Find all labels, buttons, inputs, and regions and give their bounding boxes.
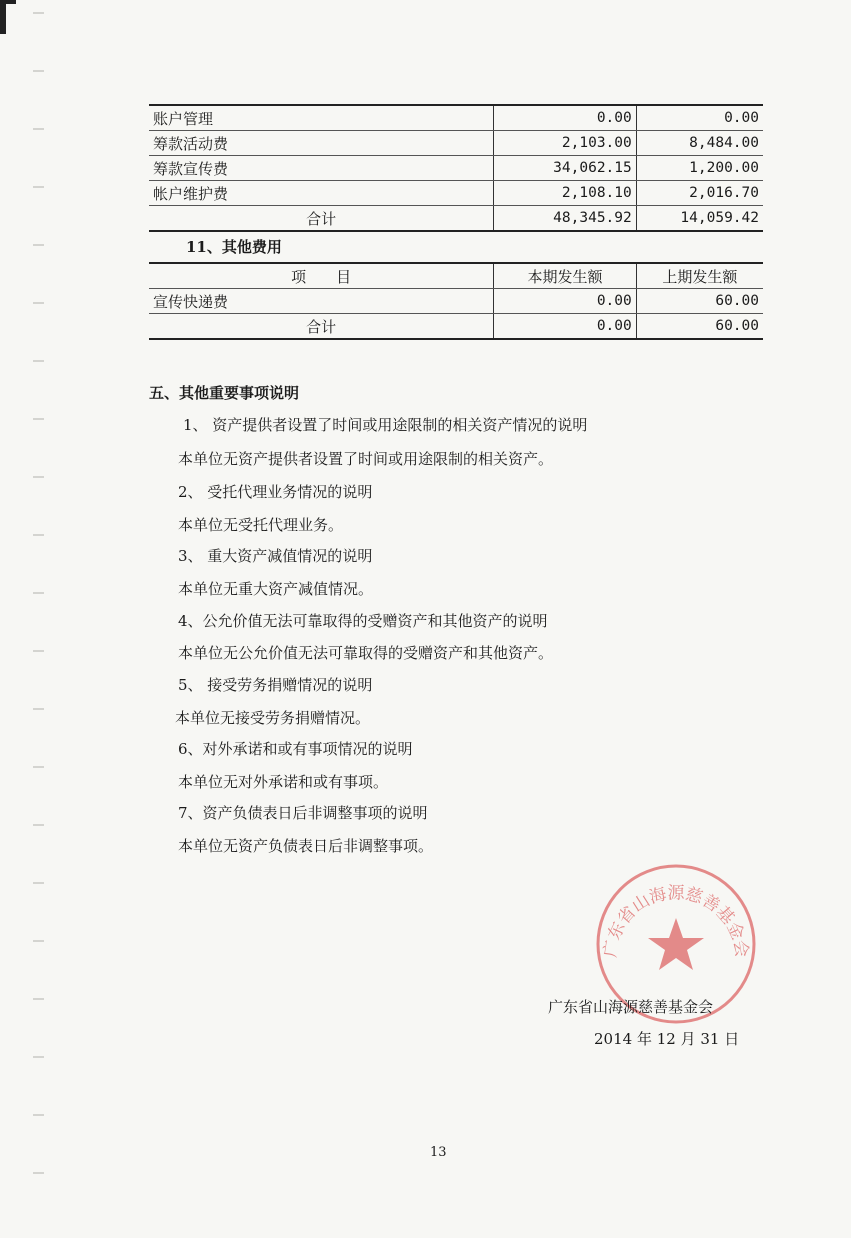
- binding-margin: [0, 0, 46, 1238]
- scan-corner-mark: [0, 0, 6, 34]
- row-previous: 1,200.00: [636, 156, 763, 181]
- table-total-row: [149, 206, 763, 232]
- binding-tick: [33, 302, 44, 304]
- row-current: 0.00: [494, 105, 636, 131]
- row-previous: 8,484.00: [636, 131, 763, 156]
- header-previous: 上期发生额: [636, 263, 763, 289]
- item-heading: 7、资产负债表日后非调整事项的说明: [178, 804, 428, 822]
- binding-tick: [33, 186, 44, 188]
- item-text: 本单位无对外承诺和或有事项。: [178, 773, 389, 791]
- other-expense-table: [149, 262, 763, 340]
- seal-star: [648, 918, 704, 970]
- binding-tick: [33, 1114, 44, 1116]
- row-item: 筹款活动费: [149, 131, 494, 156]
- row-current: 34,062.15: [494, 156, 636, 181]
- binding-tick: [33, 244, 44, 246]
- binding-tick: [33, 592, 44, 594]
- seal-text: 广东省山海源慈善基金会: [600, 883, 752, 959]
- row-item: 账户管理: [149, 105, 494, 131]
- section-11-title: 11、其他费用: [186, 238, 282, 256]
- binding-tick: [33, 940, 44, 942]
- table-row: [149, 105, 763, 131]
- row-item: 宣传快递费: [149, 289, 494, 314]
- binding-tick: [33, 824, 44, 826]
- item-text: 本单位无接受劳务捐赠情况。: [175, 709, 371, 727]
- total-label: 合计: [149, 314, 494, 340]
- item-text: 本单位无重大资产减值情况。: [178, 580, 374, 598]
- scan-corner-mark-top: [0, 0, 16, 4]
- binding-tick: [33, 360, 44, 362]
- binding-tick: [33, 1172, 44, 1174]
- table-total-row: [149, 314, 763, 340]
- table-row: [149, 289, 763, 314]
- item-text: 本单位无资产负债表日后非调整事项。: [178, 837, 434, 855]
- binding-tick: [33, 12, 44, 14]
- total-current: 48,345.92: [494, 206, 636, 232]
- row-previous: 2,016.70: [636, 181, 763, 206]
- row-previous: 0.00: [636, 105, 763, 131]
- item-text: 本单位无受托代理业务。: [178, 516, 344, 534]
- signature-date: 2014 年 12 月 31 日: [594, 1030, 740, 1048]
- binding-tick: [33, 998, 44, 1000]
- row-current: 0.00: [494, 289, 636, 314]
- row-previous: 60.00: [636, 289, 763, 314]
- expense-table-continued: [149, 104, 763, 232]
- section-5-title: 五、其他重要事项说明: [149, 384, 300, 402]
- table-header-row: [149, 263, 763, 289]
- binding-tick: [33, 70, 44, 72]
- total-label: 合计: [149, 206, 494, 232]
- binding-tick: [33, 766, 44, 768]
- table-row: [149, 181, 763, 206]
- item-heading: 6、对外承诺和或有事项情况的说明: [178, 740, 413, 758]
- row-current: 2,108.10: [494, 181, 636, 206]
- row-current: 2,103.00: [494, 131, 636, 156]
- binding-tick: [33, 534, 44, 536]
- total-previous: 14,059.42: [636, 206, 763, 232]
- item-heading: 2、 受托代理业务情况的说明: [178, 483, 373, 501]
- binding-tick: [33, 418, 44, 420]
- binding-tick: [33, 708, 44, 710]
- row-item: 筹款宣传费: [149, 156, 494, 181]
- binding-tick: [33, 128, 44, 130]
- header-current: 本期发生额: [494, 263, 636, 289]
- item-heading: 1、 资产提供者设置了时间或用途限制的相关资产情况的说明: [183, 416, 588, 434]
- page-number: 13: [430, 1145, 447, 1160]
- total-current: 0.00: [494, 314, 636, 340]
- header-item: 项 目: [149, 263, 494, 289]
- binding-tick: [33, 650, 44, 652]
- total-previous: 60.00: [636, 314, 763, 340]
- table-row: [149, 156, 763, 181]
- item-heading: 4、公允价值无法可靠取得的受赠资产和其他资产的说明: [178, 612, 548, 630]
- item-heading: 3、 重大资产减值情况的说明: [178, 547, 373, 565]
- item-text: 本单位无公允价值无法可靠取得的受赠资产和其他资产。: [178, 644, 554, 662]
- table-row: [149, 131, 763, 156]
- organization-signature: 广东省山海源慈善基金会: [548, 998, 714, 1016]
- item-heading: 5、 接受劳务捐赠情况的说明: [178, 676, 373, 694]
- binding-tick: [33, 476, 44, 478]
- row-item: 帐户维护费: [149, 181, 494, 206]
- binding-tick: [33, 882, 44, 884]
- item-text: 本单位无资产提供者设置了时间或用途限制的相关资产。: [178, 450, 554, 468]
- binding-tick: [33, 1056, 44, 1058]
